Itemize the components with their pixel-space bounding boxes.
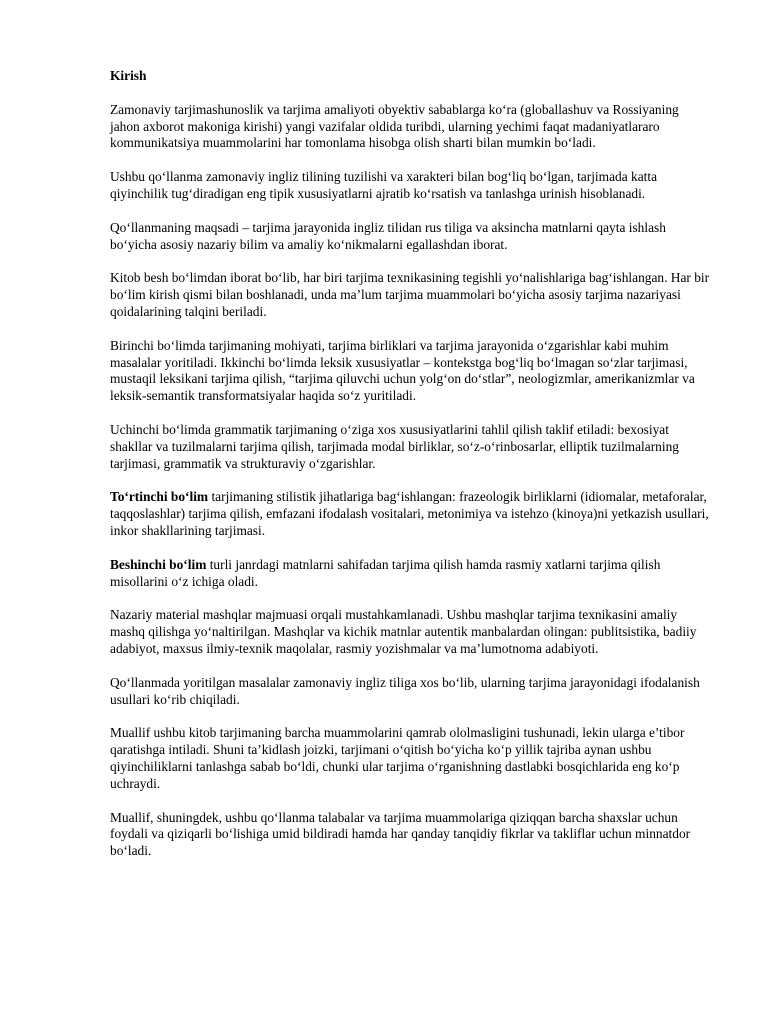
paragraph-9: Nazariy material mashqlar majmuasi orqali mustahkamlanadi. Ushbu mashqlar tarjima texnikasini amaliy mashq qilishga yo‘naltirilgan. Mashqlar va kichik matnlar autentik manbalardan olingan: publitsistika, badiiy adabiyot, maxsus ilmiy-texnik maqolalar, rasmiy yozishmalar va ma’lumotnoma adabiyoti.: [110, 607, 697, 656]
paragraph-11: Muallif ushbu kitob tarjimaning barcha muammolarini qamrab ololmasligini tushunadi, lekin ularga e’tibor qaratishga intiladi. Shuni ta’kidlash joizki, tarjimani o‘qitish bo‘yicha ko‘p yillik tajriba aynan ushbu qiyinchiliklarni tanlashga sabab bo‘ldi, chunki ular tarjima o‘rganishning dastlabki bosqichlarida eng ko‘p uchraydi.: [110, 725, 685, 791]
paragraph-12: Muallif, shuningdek, ushbu qo‘llanma talabalar va tarjima muammolariga qiziqqan barcha shaxslar uchun foydali va qiziqarli bo‘lishiga umid bildiradi hamda har qanday tanqidiy fikrlar va takliflar uchun minnatdor bo‘ladi.: [110, 809, 691, 859]
paragraph-7: [110, 489, 710, 539]
paragraph-10: Qo‘llanmada yoritilgan masalalar zamonaviy ingliz tiliga xos bo‘lib, ularning tarjima jarayonidagi ifodalanish usullari ko‘rib chiqiladi.: [110, 674, 700, 707]
paragraph-8: [110, 557, 710, 591]
paragraph-1: Zamonaviy tarjimashunoslik va tarjima amaliyoti obyektiv sabablarga ko‘ra (globallashuv va Rossiyaning jahon axborot makoniga kirishi) yangi vazifalar oldida turibdi, ularning yechimi faqat madaniyatlararo kommunikatsiya muammolarini har tomonlama hisobga olish sharti bilan mumkin bo‘ladi.: [110, 101, 679, 151]
paragraph-2: Ushbu qo‘llanma zamonaviy ingliz tilining tuzilishi va xarakteri bilan bog‘liq bo‘lgan, tarjimada katta qiyinchilik tug‘diradigan eng tipik xususiyatlarni ajratib ko‘rsatish va tanlashga urinish hisoblanadi.: [110, 169, 658, 201]
paragraph-7-bold-lead: To‘rtinchi bo‘lim: [110, 489, 209, 505]
paragraph-3: Qo‘llanmaning maqsadi – tarjima jarayonida ingliz tilidan rus tiliga va aksincha matnlarni qayta ishlash bo‘yicha asosiy nazariy bilim va amaliy ko‘nikmalarni egallashdan iborat.: [110, 219, 666, 252]
paragraph-6: Uchinchi bo‘limda grammatik tarjimaning o‘ziga xos xususiyatlarini tahlil qilish taklif etiladi: bexosiyat shakllar va tuzilmalarni tarjima qilish, tarjimada modal birliklar, so‘z-o‘rinbosarlar, elliptik tuzilmalarning tarjimasi, grammatik va strukturaviy o‘zgarishlar.: [110, 421, 679, 471]
document-page: [110, 68, 710, 877]
paragraph-8-text: turli janrdagi matnlarni sahifadan tarjima qilish hamda rasmiy xatlarni tarjima qilish misollarini o‘z ichiga oladi.: [110, 556, 661, 589]
paragraph-8-bold-lead: Beshinchi bo‘lim: [110, 556, 207, 572]
section-heading: Kirish: [110, 68, 147, 83]
paragraph-7-text: tarjimaning stilistik jihatlariga bag‘ishlangan: frazeologik birliklarni (idiomalar, metaforalar, taqqoslashlar) tarjima qilish, emfazani ifodalash vositalari, metonimiya va istehzo (kinoya)ni yetkazish usullari, inkor shakllarining tarjimasi.: [110, 489, 709, 538]
paragraph-4: Kitob besh bo‘limdan iborat bo‘lib, har biri tarjima texnikasining tegishli yo‘nalishlariga bag‘ishlangan. Har bir bo‘lim kirish qismi bilan boshlanadi, unda ma’lum tarjima muammolari bo‘yicha asosiy tarjima nazariyasi qoidalarining talqini beriladi.: [110, 270, 710, 319]
paragraph-5: Birinchi bo‘limda tarjimaning mohiyati, tarjima birliklari va tarjima jarayonida o‘zgarishlar kabi muhim masalalar yoritiladi. Ikkinchi bo‘limda leksik xususiyatlar – kontekstga bog‘liq bo‘lmagan so‘zlar tarjimasi, mustaqil leksikani tarjima qilish, “tarjima qiluvchi uchun yolg‘on do‘stlar”, neologizmlar, amerikanizmlar va leksik-semantik transformatsiyalar haqida so‘z yuritiladi.: [110, 337, 695, 404]
